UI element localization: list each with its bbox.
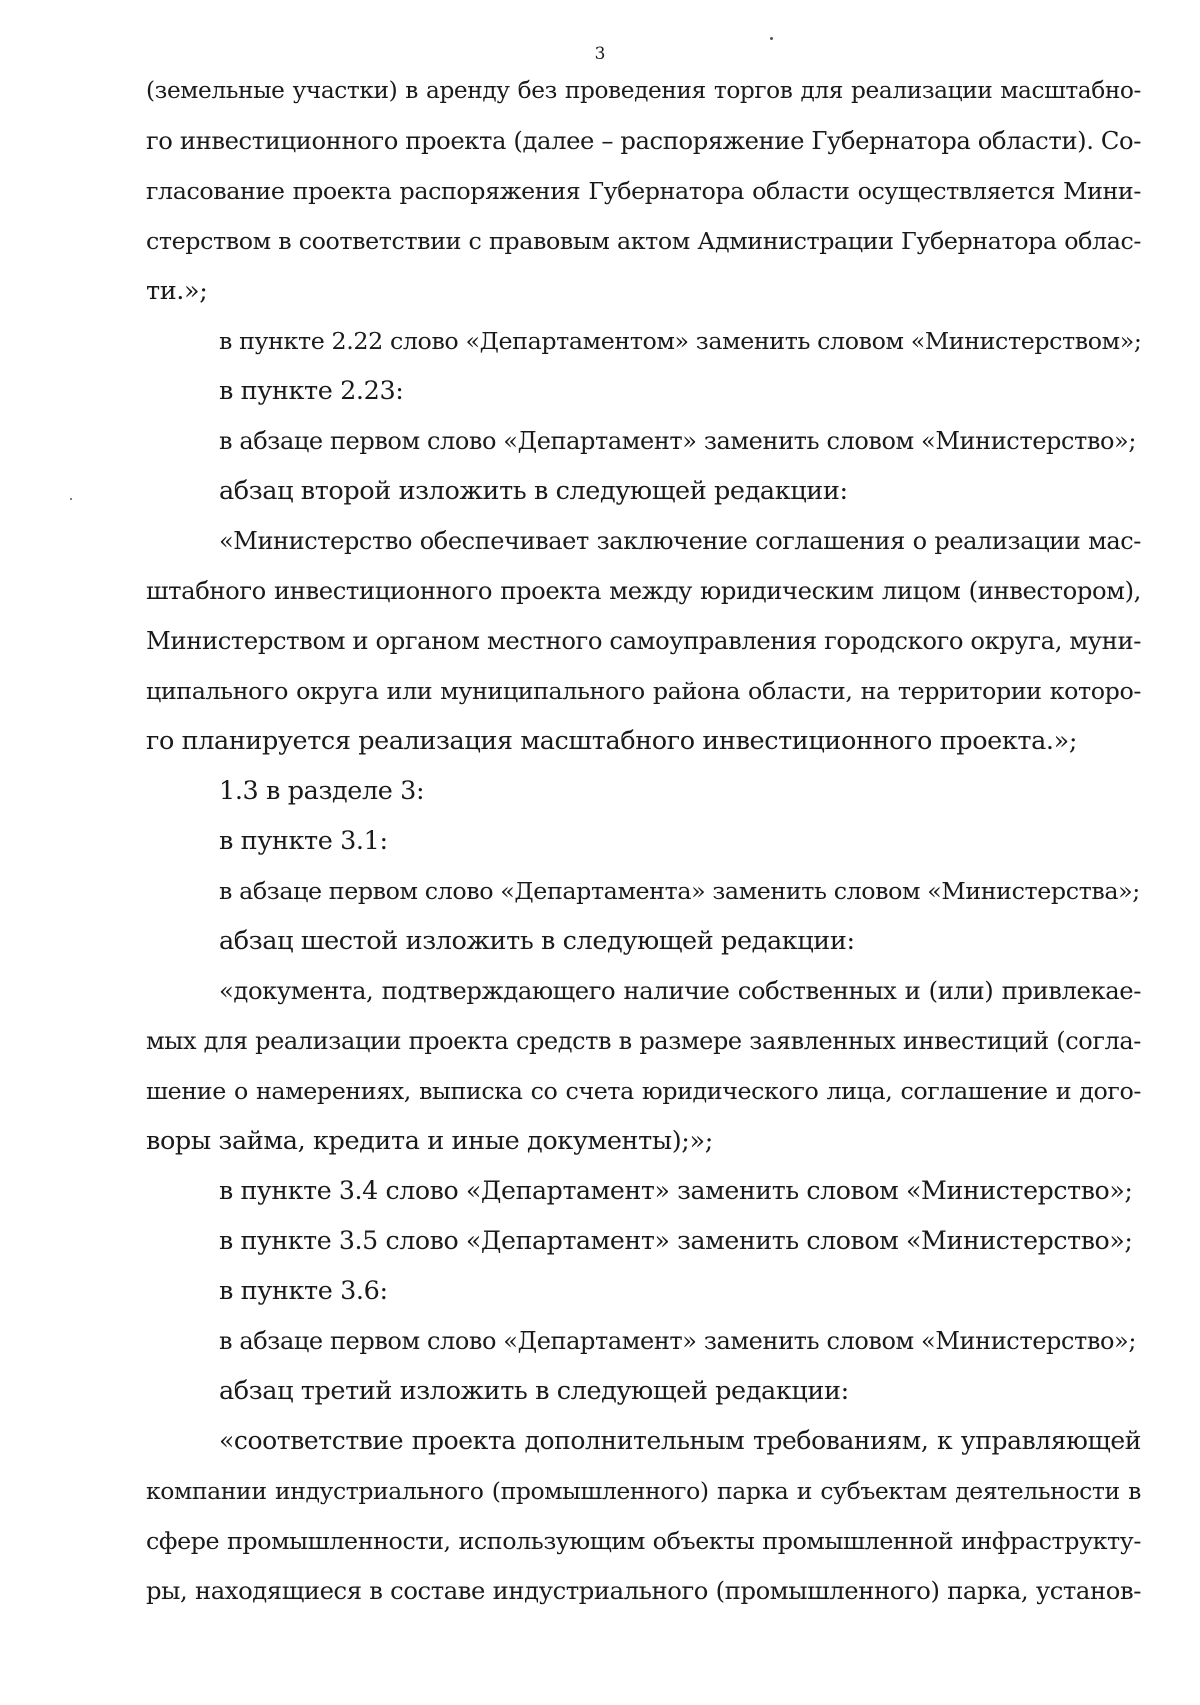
text-line: стерством в соответствии с правовым актом Администрации Губернатора облас- <box>146 227 1141 255</box>
text-line: в пункте 2.23: <box>219 376 404 406</box>
text-line: сфере промышленности, использующим объекты промышленной инфраструкту- <box>146 1527 1141 1555</box>
text-line: «Министерство обеспечивает заключение соглашения о реализации мас- <box>219 527 1141 555</box>
text-line: в абзаце первом слово «Департамент» заменить словом «Министерство»; <box>219 427 1137 455</box>
document-body <box>146 66 1141 1616</box>
text-line: 1.3 в разделе 3: <box>219 776 425 806</box>
text-line: (земельные участки) в аренду без проведения торгов для реализации масштабно- <box>146 77 1141 104</box>
text-line: ры, находящиеся в составе индустриального (промышленного) парка, установ- <box>146 1576 1141 1605</box>
text-line: в пункте 3.6: <box>219 1276 388 1306</box>
text-line: в абзаце первом слово «Департамент» заменить словом «Министерство»; <box>219 1327 1137 1355</box>
text-line: в пункте 3.5 слово «Департамент» заменить словом «Министерство»; <box>219 1226 1133 1255</box>
text-line: в пункте 3.4 слово «Департамент» заменить словом «Министерство»; <box>219 1176 1133 1205</box>
text-line: в абзаце первом слово «Департамента» заменить словом «Министерства»; <box>219 877 1140 905</box>
text-line: в пункте 3.1: <box>219 826 388 856</box>
text-line: ти.»; <box>146 276 208 306</box>
text-line: абзац второй изложить в следующей редакции: <box>219 476 848 506</box>
text-line: мых для реализации проекта средств в размере заявленных инвестиций (согла- <box>146 1027 1141 1055</box>
scan-speck <box>770 37 773 40</box>
text-line: воры займа, кредита и иные документы);»; <box>146 1126 713 1156</box>
text-line: штабного инвестиционного проекта между юридическим лицом (инвестором), <box>146 576 1141 605</box>
text-line: го планируется реализация масштабного инвестиционного проекта.»; <box>146 726 1078 756</box>
text-line: абзац шестой изложить в следующей редакции: <box>219 926 855 956</box>
text-line: шение о намерениях, выписка со счета юридического лица, соглашение и дого- <box>146 1077 1141 1105</box>
text-line: «документа, подтверждающего наличие собственных и (или) привлекае- <box>219 976 1141 1005</box>
text-line: компании индустриального (промышленного) парка и субъектам деятельности в <box>146 1477 1141 1505</box>
text-line: абзац третий изложить в следующей редакции: <box>219 1376 849 1406</box>
page-number: 3 <box>594 44 606 64</box>
text-line: в пункте 2.22 слово «Департаментом» заменить словом «Министерством»; <box>219 327 1142 355</box>
text-line: Министерством и органом местного самоуправления городского округа, муни- <box>146 626 1141 655</box>
text-line: «соответствие проекта дополнительным требованиям, к управляющей <box>219 1426 1141 1455</box>
text-line: ципального округа или муниципального района области, на территории которо- <box>146 677 1141 705</box>
text-line: го инвестиционного проекта (далее – распоряжение Губернатора области). Со- <box>146 126 1141 155</box>
scan-speck <box>70 498 72 500</box>
text-line: гласование проекта распоряжения Губернатора области осуществляется Мини- <box>146 177 1141 205</box>
